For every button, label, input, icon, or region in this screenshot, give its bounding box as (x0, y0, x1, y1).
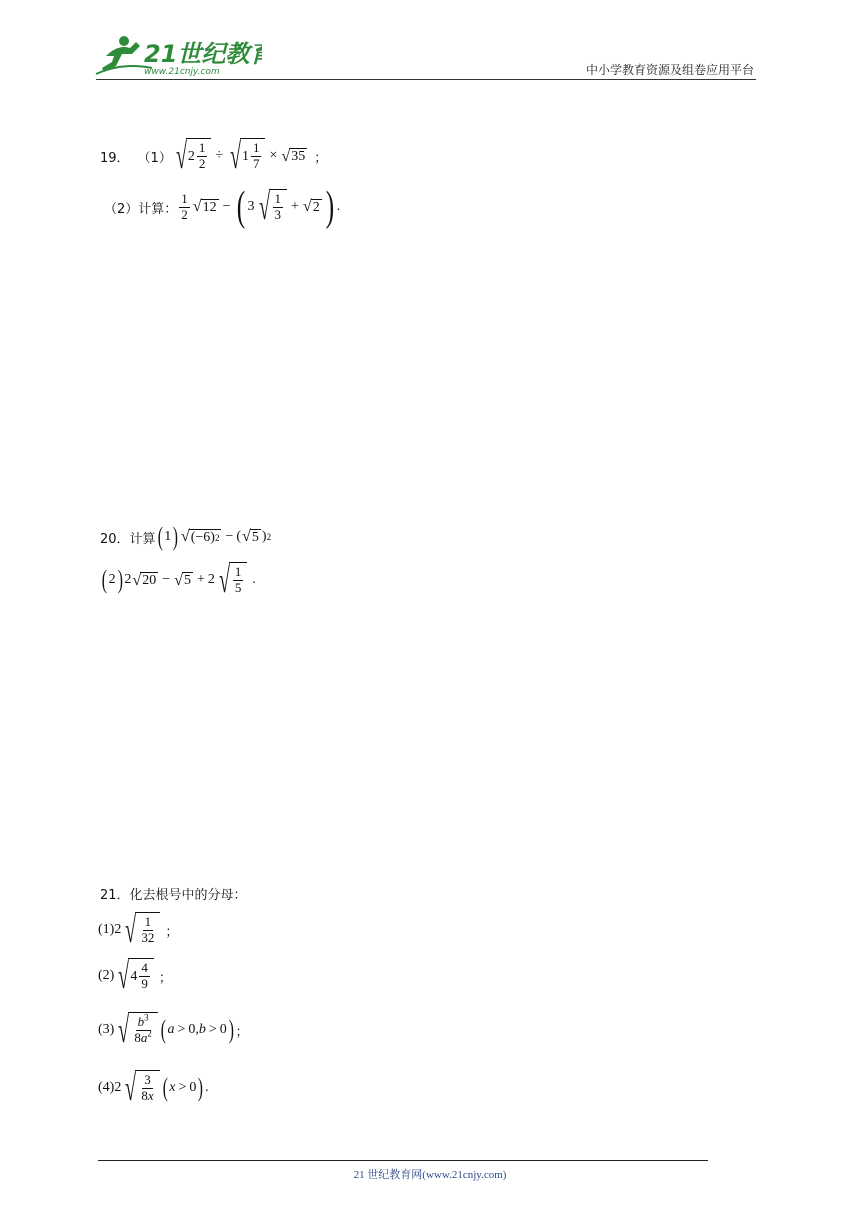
logo-runner-icon (92, 32, 262, 78)
radical: √ $\frac{1}{32}$ (122, 912, 160, 948)
q19-part2-end: . (336, 199, 341, 214)
q21-item3: (3) √ $\frac{b^3}{8a^2}$ ( a > 0, b > 0 ) ； (98, 1010, 249, 1050)
q21-item1-label: (1) (98, 922, 115, 938)
q19-part1: 19． （1） √ 2 $\frac{1}{2}$ ÷ √ 1 $\frac{1}{7}$ × √ 35 ； (100, 136, 328, 176)
q19-part2-label: （2）计算： (104, 201, 178, 217)
radical: √ 4 $\frac{4}{9}$ (115, 958, 153, 994)
q21-item4: (4) 2 √ $\frac{3}{8x}$ ( x > 0 ) . (98, 1068, 209, 1108)
q20-part2: ( 2 ) 2 √ 20 − √ 5 + 2 √ $\frac{1}{5}$ . (101, 560, 256, 600)
q19-part1-label: （1） (137, 150, 172, 166)
q21-title (100, 884, 247, 903)
q20-part2-label: 2 (108, 572, 116, 588)
footer-divider (98, 1160, 708, 1161)
q21-title-text: 21．化去根号中的分母： (100, 888, 247, 903)
q19-part2: （2）计算： $\frac{1}{2}$ √ 12 − ( 3 √ $\frac{1}{3}$ + √ 2 ) . (104, 184, 341, 230)
radical: √ 20 (132, 571, 157, 589)
q21-item3-end: ； (235, 1024, 249, 1040)
radical: √ 35 (281, 147, 306, 165)
logo (92, 32, 262, 78)
radical: √ 2 $\frac{1}{2}$ (173, 138, 211, 174)
q21-item2-end: ； (158, 970, 172, 986)
svg-text:21世纪教育: 21世纪教育 (144, 40, 262, 68)
q19-number: 19． (100, 150, 130, 166)
q20-part1-label: 1 (164, 529, 172, 544)
radical: √ $\frac{3}{8x}$ (122, 1070, 159, 1106)
radical: √ 5 (242, 528, 259, 546)
q19-part1-end: ； (314, 150, 328, 166)
radical: √ $\frac{1}{3}$ (256, 189, 287, 225)
q21-item3-label: (3) (98, 1022, 115, 1038)
q20-part1: 20．计算 ( 1 ) √ (−6) 2 − ( √ 5 ) 2 (100, 522, 272, 551)
svg-text:www.21cnjy.com: www.21cnjy.com (144, 67, 220, 77)
q21-item4-end: . (205, 1080, 209, 1096)
q21-item2-label: (2) (98, 968, 115, 984)
q21-item1: (1) 2 √ $\frac{1}{32}$ ； (98, 910, 179, 950)
header-platform-text: 中小学教育资源及组卷应用平台 (585, 63, 754, 77)
q21-item2 (98, 958, 172, 994)
radical: √ (−6) 2 (180, 528, 220, 546)
footer-text: 21 世纪教育网(www.21cnjy.com) (353, 1169, 507, 1181)
q21-item4-label: (4) (98, 1080, 115, 1096)
radical: √ 2 (302, 198, 320, 216)
radical: √ 5 (174, 571, 191, 589)
radical: √ 12 (192, 198, 217, 216)
q20-number: 20．计算 (100, 531, 156, 547)
radical: √ $\frac{b^3}{8a^2}$ (115, 1012, 157, 1048)
q21-item1-end: ； (165, 924, 179, 940)
radical: √ $\frac{1}{5}$ (216, 562, 247, 598)
radical: √ 1 $\frac{1}{7}$ (227, 138, 265, 174)
header-divider (96, 79, 756, 80)
q20-part2-end: . (252, 572, 256, 588)
